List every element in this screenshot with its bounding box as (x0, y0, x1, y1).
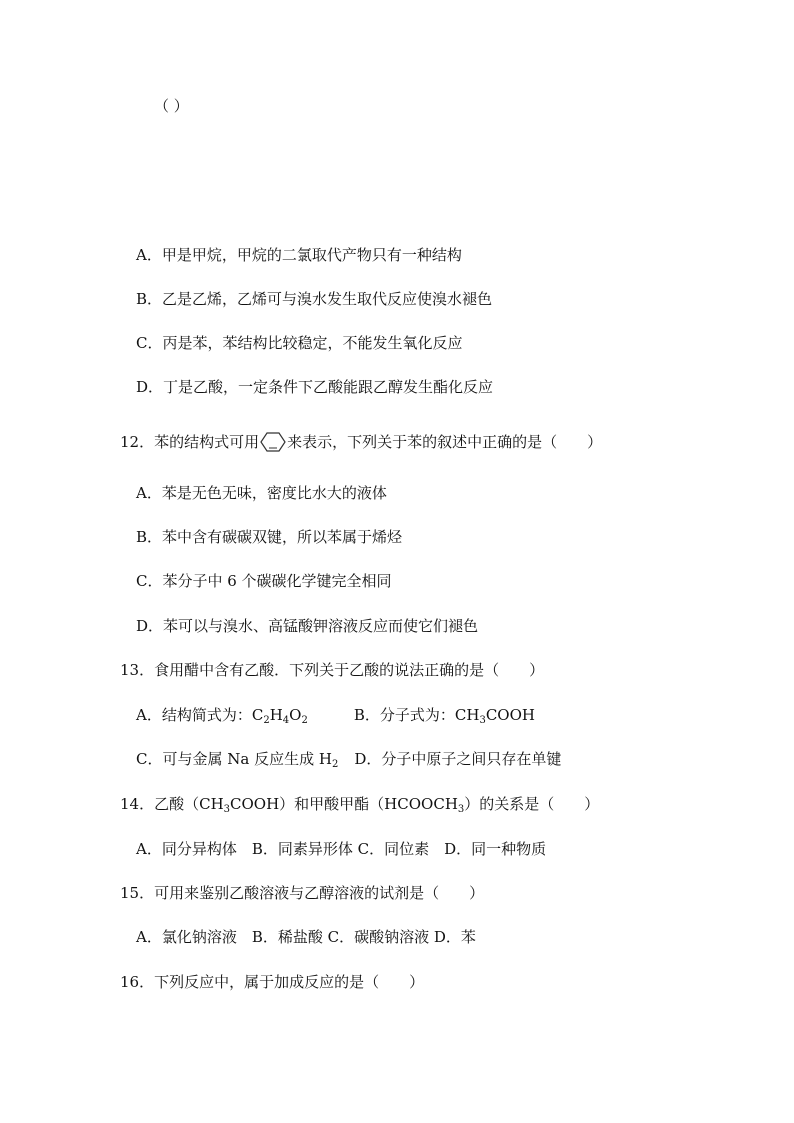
q11-option-a: A．甲是甲烷，甲烷的二氯取代产物只有一种结构 (136, 246, 462, 264)
q13-stem: 13．食用醋中含有乙酸．下列关于乙酸的说法正确的是（ ） (120, 661, 545, 679)
q12-option-a: A．苯是无色无味，密度比水大的液体 (136, 484, 387, 502)
q12-stem-after: 来表示，下列关于苯的叙述中正确的是（ ） (287, 433, 603, 451)
q15-stem: 15．可用来鉴别乙酸溶液与乙醇溶液的试剂是（ ） (120, 884, 485, 902)
q13-option-a: A．结构简式为：$C_2H_4O_2$ (136, 706, 308, 726)
q13-option-c: C．可与金属 Na 反应生成 $H_2$ (136, 750, 339, 770)
q13-option-d: D．分子中原子之间只存在单键 (354, 750, 562, 768)
q14-stem: 14．乙酸$(CH_3COOH)$和甲酸甲酯$(HCOOCH_3)$的关系是（ ） (120, 795, 600, 815)
q12-option-c: C．苯分子中 6 个碳碳化学键完全相同 (136, 572, 392, 590)
q11-option-c: C．丙是苯，苯结构比较稳定，不能发生氧化反应 (136, 334, 463, 352)
q11-bracket: （ ） (154, 97, 189, 115)
q15-options: A．氯化钠溶液 B．稀盐酸 C．碳酸钠溶液 D．苯 (136, 928, 476, 946)
q11-option-d: D．丁是乙酸，一定条件下乙酸能跟乙醇发生酯化反应 (136, 378, 494, 396)
q12-stem (120, 431, 602, 453)
q12-stem-before: 12．苯的结构式可用 (120, 433, 260, 451)
benzene-ring-icon (260, 431, 286, 453)
q13-options-ab (136, 705, 535, 725)
q14-options: A．同分异构体 B．同素异形体 C．同位素 D．同一种物质 (136, 840, 547, 858)
q12-option-b: B．苯中含有碳碳双键，所以苯属于烯烃 (136, 528, 403, 546)
q12-option-d: D．苯可以与溴水、高锰酸钾溶液反应而使它们褪色 (136, 617, 479, 635)
q13-options-cd (136, 749, 561, 769)
q16-stem: 16．下列反应中，属于加成反应的是（ ） (120, 973, 425, 991)
q11-option-b: B．乙是乙烯，乙烯可与溴水发生取代反应使溴水褪色 (136, 290, 493, 308)
q13-option-b: B．分子式为：$CH_3COOH$ (353, 706, 535, 726)
